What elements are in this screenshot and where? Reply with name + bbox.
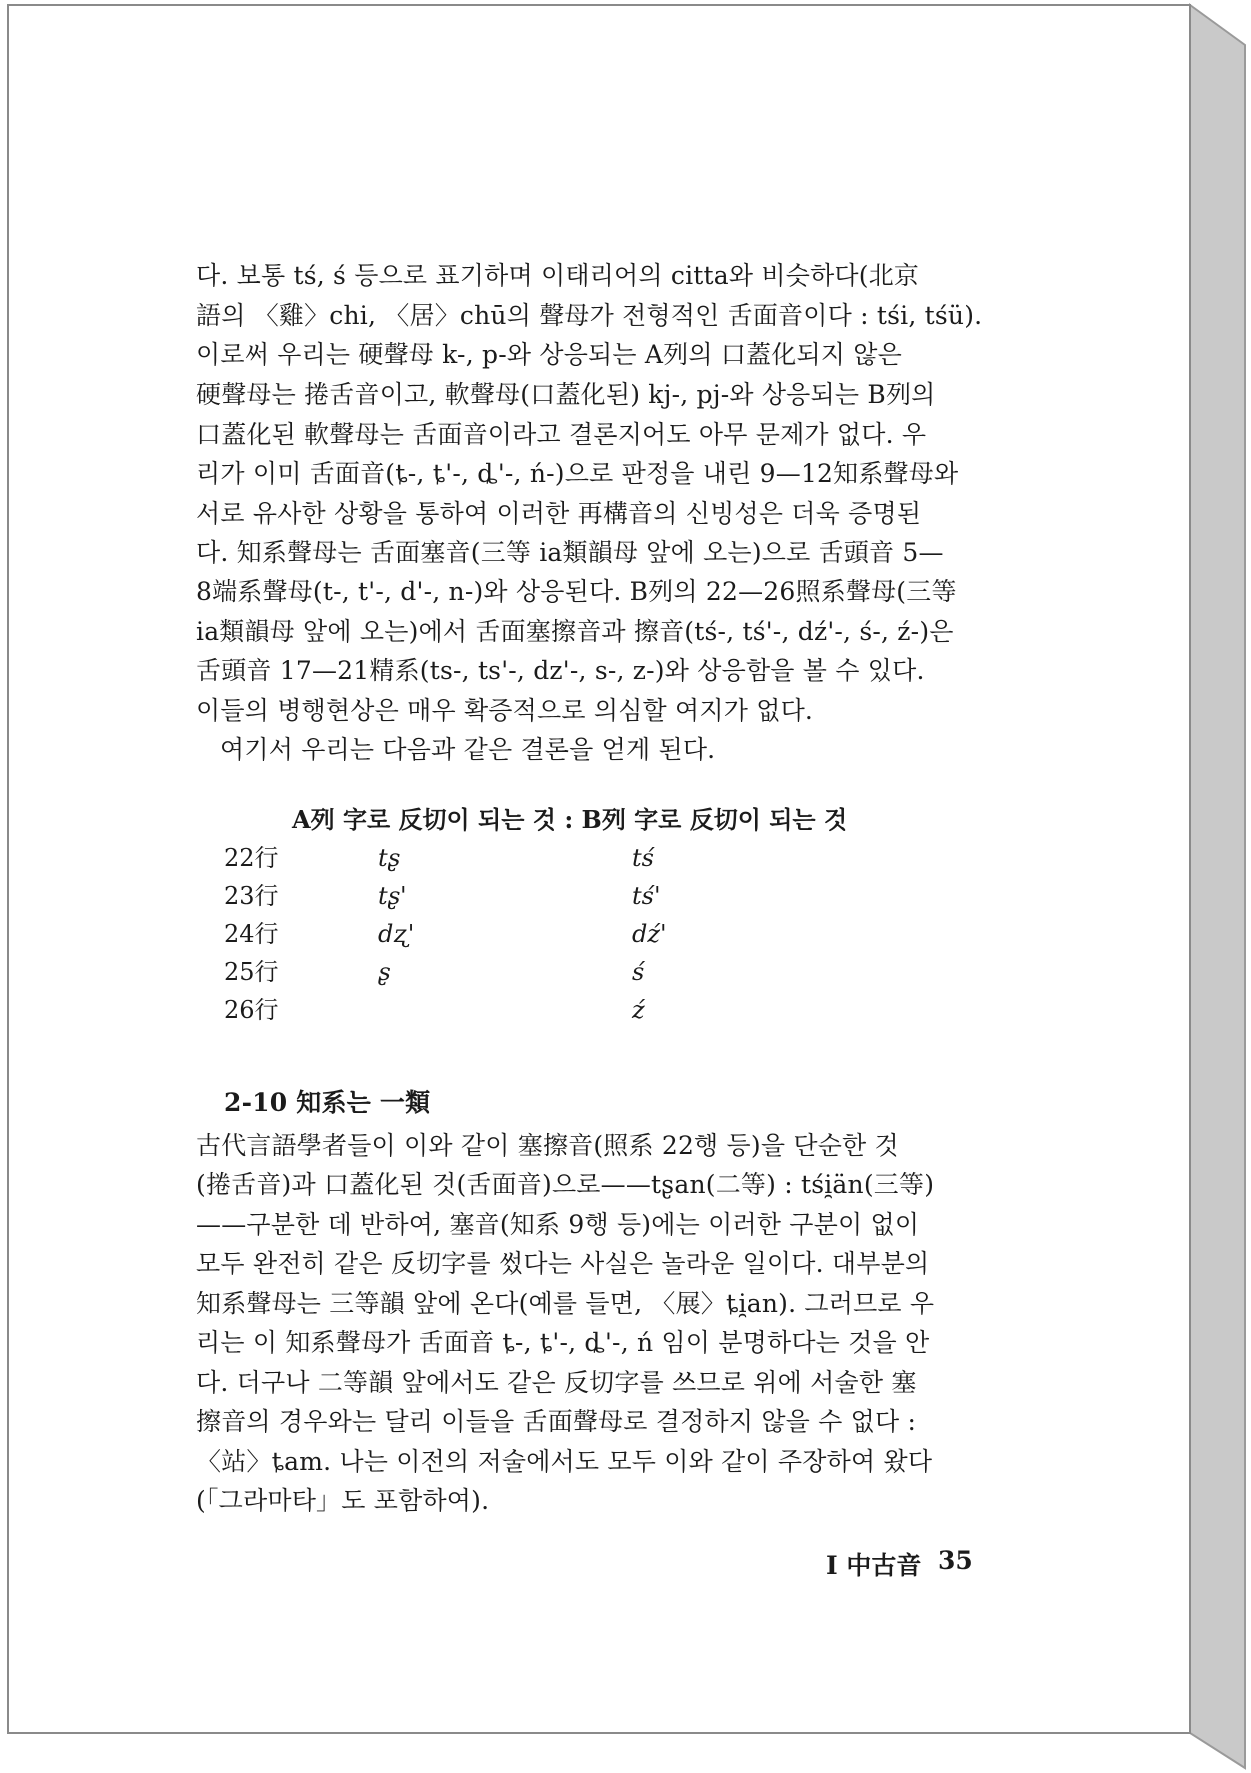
paragraph1-line: 舌頭音 17—21精系(ts-, ts'-, dz'-, s-, z-)와 상응함을 볼 수 있다. — [196, 656, 925, 685]
paragraph1-line: 硬聲母는 捲舌音이고, 軟聲母(口蓋化된) kj-, pj-와 상응되는 B列의 — [196, 380, 936, 409]
table-cell-a: ʂ — [378, 958, 391, 986]
section-line: ——구분한 데 반하여, 塞音(知系 9행 등)에는 이러한 구분이 없이 — [196, 1210, 920, 1239]
paragraph2: 여기서 우리는 다음과 같은 결론을 얻게 된다. — [220, 735, 716, 764]
paragraph1-line: ia類韻母 앞에 오는)에서 舌面塞擦音과 擦音(tś-, tś'-, dź'-, ś-, ź-)은 — [196, 617, 954, 646]
running-footer-section: I 中古音 — [826, 1551, 922, 1580]
paragraph1-line: 語의 〈雞〉chi, 〈居〉chū의 聲母가 전형적인 舌面音이다 : tśi, tśü). — [196, 301, 983, 330]
paragraph1-line: 다. 知系聲母는 舌面塞音(三等 ia類韻母 앞에 오는)으로 舌頭音 5— — [196, 538, 944, 567]
paragraph1-line: 리가 이미 舌面音(ȶ-, ȶ'-, ȡ'-, ń-)으로 판정을 내린 9—12知系聲母와 — [196, 459, 959, 488]
table-cell-a: tʂ — [378, 844, 400, 872]
table-cell-b: tś' — [632, 882, 661, 910]
table-row-label: 23行 — [224, 882, 279, 910]
table-cell-b: dź' — [632, 920, 667, 948]
section-line: 〈站〉ȶam. 나는 이전의 저술에서도 모두 이와 같이 주장하여 왔다 — [196, 1447, 933, 1476]
section-line: 모두 완전히 같은 反切字를 썼다는 사실은 놀라운 일이다. 대부분의 — [196, 1249, 930, 1278]
section-heading: 2-10 知系는 一類 — [224, 1088, 431, 1117]
section-line: 知系聲母는 三等韻 앞에 온다(예를 들면, 〈展〉ȶi̯an). 그러므로 우 — [196, 1289, 935, 1318]
paragraph1-line: 다. 보통 tś, ś 등으로 표기하며 이태리어의 citta와 비슷하다(北京 — [196, 261, 920, 290]
section-line: 다. 더구나 二等韻 앞에서도 같은 反切字를 쓰므로 위에 서술한 塞 — [196, 1368, 917, 1397]
paragraph1-line: 이들의 병행현상은 매우 확증적으로 의심할 여지가 없다. — [196, 696, 814, 725]
table-row-label: 26行 — [224, 996, 279, 1024]
page-number: 35 — [938, 1546, 973, 1575]
paragraph1-line: 口蓋化된 軟聲母는 舌面音이라고 결론지어도 아무 문제가 없다. 우 — [196, 420, 927, 449]
table-cell-b: ź — [632, 996, 645, 1024]
paragraph1-line: 8端系聲母(t-, t'-, d'-, n-)와 상응된다. B列의 22—26照系聲母(三等 — [196, 577, 957, 606]
table-cell-a: tʂ' — [378, 882, 407, 910]
section-line: (「그라마타」도 포함하여). — [196, 1486, 490, 1515]
section-line: 古代言語學者들이 이와 같이 塞擦音(照系 22행 등)을 단순한 것 — [196, 1131, 899, 1160]
paragraph1-line: 서로 유사한 상황을 통하여 이러한 再構音의 신빙성은 더욱 증명된 — [196, 499, 922, 528]
table-row-label: 25行 — [224, 958, 279, 986]
section-line: (捲舌音)과 口蓋化된 것(舌面音)으로——tʂan(二等) : tśi̯än(三等) — [196, 1170, 935, 1199]
table-cell-b: ś — [632, 958, 645, 986]
table-cell-b: tś — [632, 844, 654, 872]
table-header: A列 字로 反切이 되는 것 : B列 字로 反切이 되는 것 — [292, 805, 848, 834]
table-row-label: 22行 — [224, 844, 279, 872]
section-line: 擦音의 경우와는 달리 이들을 舌面聲母로 결정하지 않을 수 없다 : — [196, 1407, 917, 1436]
paragraph1-line: 이로써 우리는 硬聲母 k-, p-와 상응되는 A列의 口蓋化되지 않은 — [196, 340, 902, 369]
section-line: 리는 이 知系聲母가 舌面音 ȶ-, ȶ'-, ȡ'-, ń 임이 분명하다는 것을 안 — [196, 1328, 930, 1357]
table-cell-a: dʐ' — [378, 920, 415, 948]
table-row-label: 24行 — [224, 920, 279, 948]
